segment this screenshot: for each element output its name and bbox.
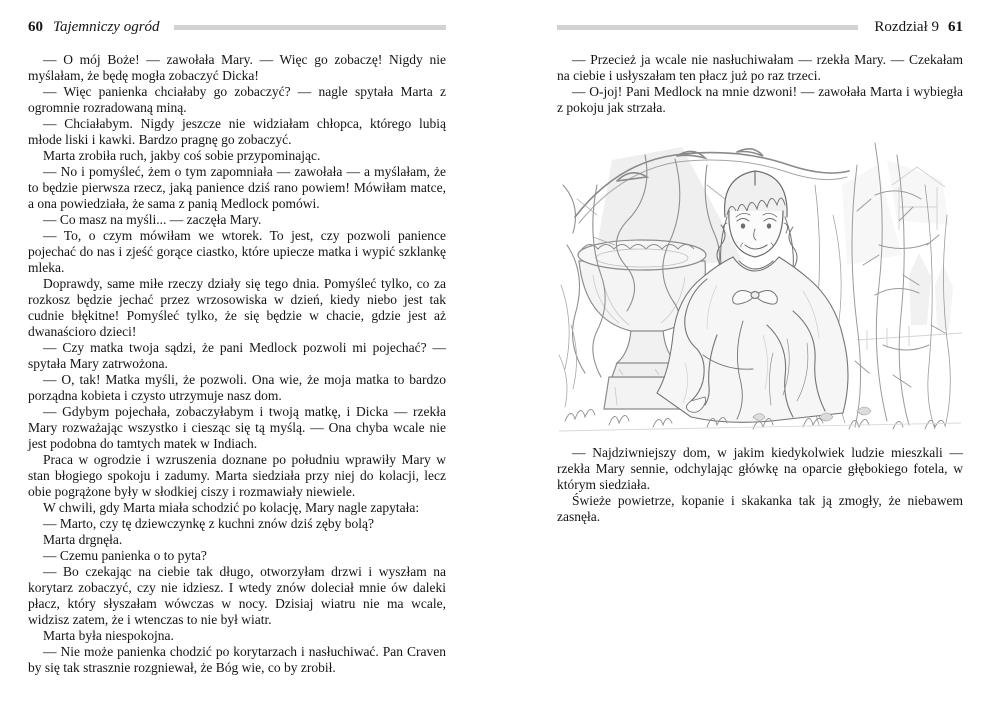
paragraph: Doprawdy, same miłe rzeczy działy się tego dnia. Pomyśleć tylko, co za rozkosz będzie jechać przez wrzosowiska w dzień, kiedy niebo jest tak cudnie błękitne! Pomyśleć tylko, że się będzie w chacie, gdzie jest aż dwanaścioro dzieci! — [28, 276, 446, 339]
right-page-header — [557, 20, 963, 35]
right-page-text — [557, 52, 963, 525]
left-header-rule — [174, 25, 446, 30]
paragraph: Praca w ogrodzie i wzruszenia doznane po południu wprawiły Mary w stan błogiego spokoju i zadumy. Marta siedziała przy niej do kolacji, lecz obie pogrążone były w słodkiej ciszy i rozmawiały niewiele. — [28, 452, 446, 499]
paragraph: — Czy matka twoja sądzi, że pani Medlock pozwoli mi pojechać? — spytała Mary zatrwożona. — [28, 340, 446, 371]
paragraph: Marta zrobiła ruch, jakby coś sobie przypominając. — [43, 148, 321, 163]
paragraph: — O, tak! Matka myśli, że pozwoli. Ona wie, że moja matka to bardzo porządna kobieta i czysto utrzymuje nasz dom. — [28, 372, 446, 403]
paragraph: — No i pomyśleć, żem o tym zapomniała — zawołała — a myślałam, że to będzie pierwsza rzecz, jaką panience dziś rano powiem! Mówiłam matce, a ona powiedziała, że sama z panią Medlock pomówi. — [28, 164, 446, 211]
paragraph: — Najdziwniejszy dom, w jakim kiedykolwiek ludzie mieszkali — rzekła Mary sennie, odchylając główkę na oparcie głębokiego fotela, w którym siedziała. — [557, 445, 963, 492]
left-page-text — [28, 52, 446, 676]
paragraph: — Czemu panienka o to pyta? — [43, 548, 207, 563]
paragraph: — Przecież ja wcale nie nasłuchiwałam — rzekła Mary. — Czekałam na ciebie i usłyszałam ten płacz już po raz trzeci. — [557, 52, 963, 83]
paragraph: Marta była niespokojna. — [43, 628, 174, 643]
left-page-header — [28, 20, 446, 35]
paragraph: — Bo czekając na ciebie tak długo, otworzyłam drzwi i wyszłam na korytarz zobaczyć, czy nie idziesz. I wtedy znów doleciał mnie ów daleki płacz, który słyszałam wówczas w nocy. Dzisiaj wiatru nie ma wcale, widzisz zatem, że i wtenczas to nie był wiatr. — [28, 564, 446, 627]
paragraph: — Chciałabym. Nigdy jeszcze nie widziałam chłopca, którego lubią młode liski i kawki. Bardzo pragnę go zobaczyć. — [28, 116, 446, 147]
right-header-rule — [557, 25, 858, 30]
right-page-number: 61 — [948, 19, 963, 35]
paragraph: — Co masz na myśli... — zaczęła Mary. — [43, 212, 262, 227]
paragraph: — O-joj! Pani Medlock na mnie dzwoni! — zawołała Marta i wybiegła z pokoju jak strzała. — [557, 84, 963, 115]
paragraph: — To, o czym mówiłam we wtorek. To jest, czy pozwoli panience pojechać do nas i zjeść gorące ciastko, które upiecze matka i wypić szklankę mleka. — [28, 228, 446, 275]
paragraph: — Więc panienka chciałaby go zobaczyć? — nagle spytała Marta z ogromnie rozradowaną miną. — [28, 84, 446, 115]
left-page — [28, 20, 446, 676]
girl-in-garden-illustration — [557, 125, 963, 433]
right-running-title: Rozdział 9 — [874, 19, 939, 35]
paragraph: — Marto, czy tę dziewczynkę z kuchni znów dziś zęby bolą? — [43, 516, 374, 531]
paragraph: — O mój Boże! — zawołała Mary. — Więc go zobaczę! Nigdy nie myślałam, że będę mogła zobaczyć Dicka! — [28, 52, 446, 83]
paragraph: — Nie może panienka chodzić po korytarzach i nasłuchiwać. Pan Craven by się tak strasznie rozgniewał, że Bóg wie, co by zrobił. — [28, 644, 446, 675]
left-page-number: 60 — [28, 19, 43, 35]
paragraph: Marta drgnęła. — [43, 532, 123, 547]
book-illustration — [557, 125, 963, 433]
paragraph: W chwili, gdy Marta miała schodzić po kolację, Mary nagle zapytała: — [43, 500, 420, 515]
right-page — [557, 20, 963, 525]
paragraph: Świeże powietrze, kopanie i skakanka tak ją zmogły, że niebawem zasnęła. — [557, 493, 963, 524]
left-running-title: Tajemniczy ogród — [53, 19, 160, 35]
paragraph: — Gdybym pojechała, zobaczyłabym i twoją matkę, i Dicka — rzekła Mary rozważając wszystko i ciesząc się tą myślą. — Ona chyba wcale nie jest podobna do tamtych matek w Indiach. — [28, 404, 446, 451]
